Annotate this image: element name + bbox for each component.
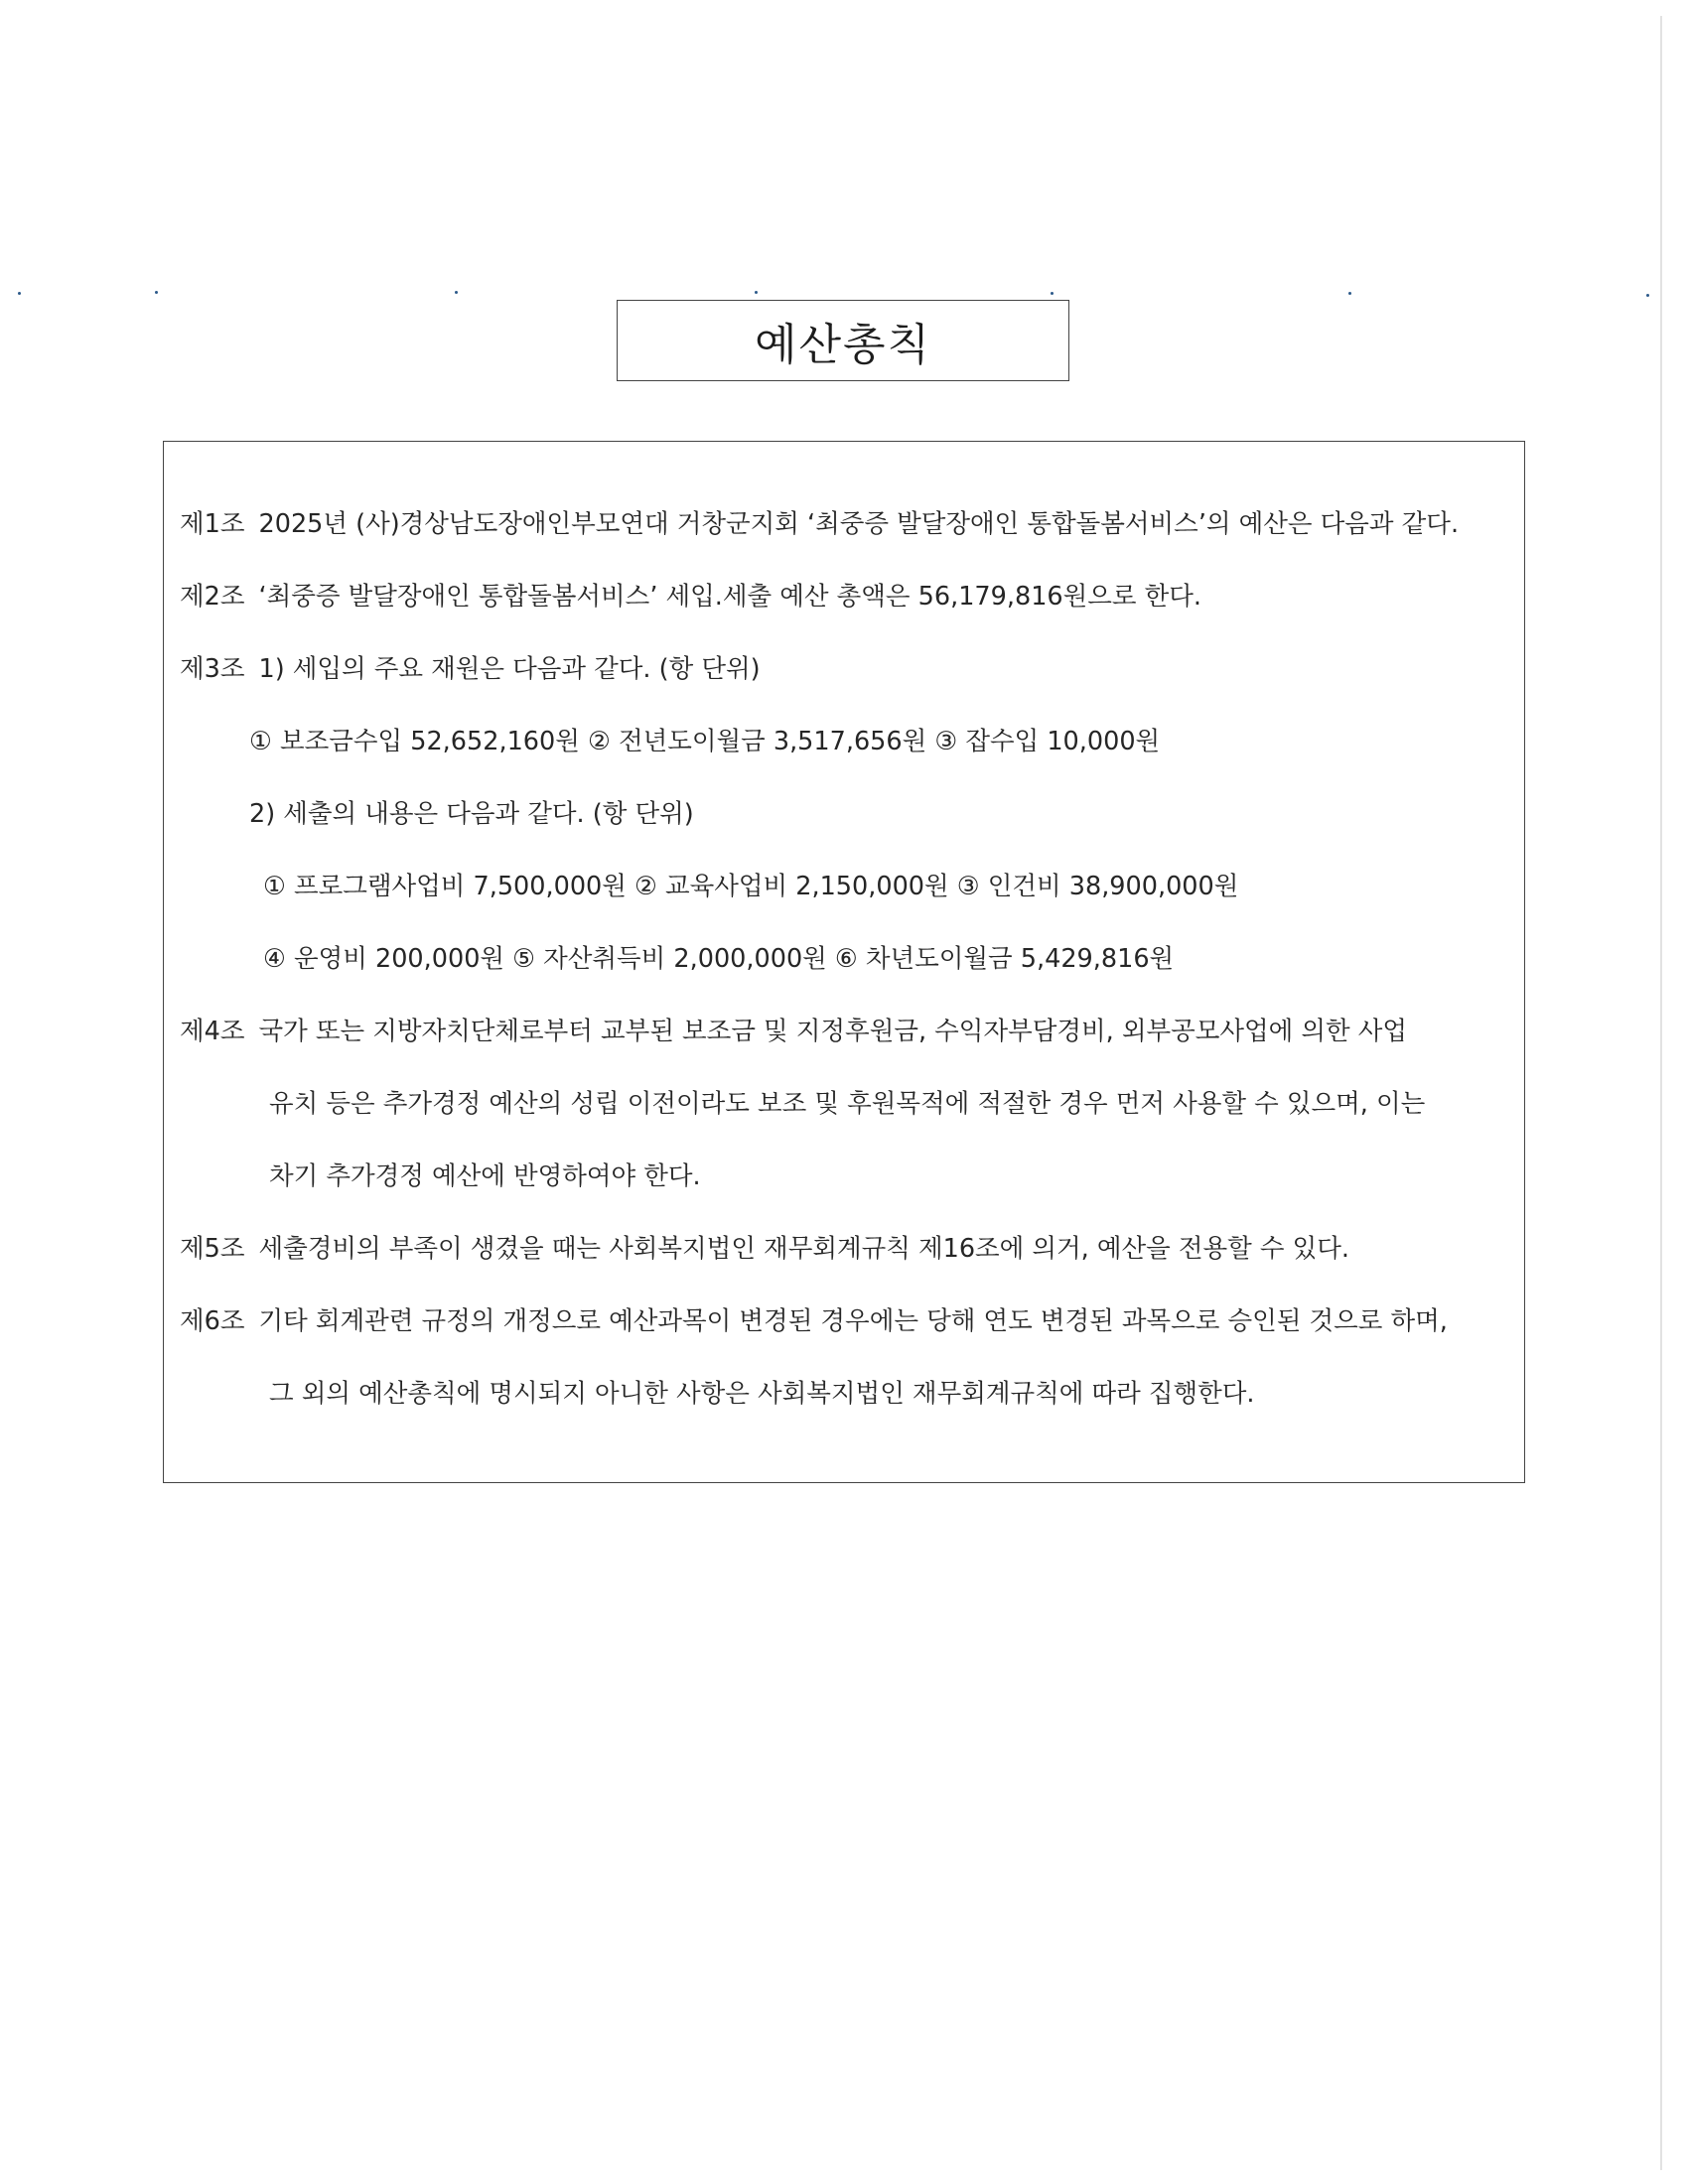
expense-items-line-1: ① 프로그램사업비 7,500,000원 ② 교육사업비 2,150,000원 ③ 인건비 38,900,000원 bbox=[263, 872, 1239, 901]
page-title: 예산총칙 bbox=[754, 320, 931, 370]
article-label: 제3조 bbox=[180, 654, 245, 684]
article-label: 제2조 bbox=[180, 582, 245, 612]
article-3 bbox=[180, 652, 761, 686]
article-text: 기타 회계관련 규정의 개정으로 예산과목이 변경된 경우에는 당해 연도 변경된 과목으로 승인된 것으로 하며, bbox=[258, 1306, 1448, 1336]
scan-speck bbox=[1646, 294, 1649, 297]
article-label: 제6조 bbox=[180, 1306, 245, 1336]
article-1 bbox=[180, 507, 1459, 541]
article-text: 1) 세입의 주요 재원은 다음과 같다. (항 단위) bbox=[258, 654, 761, 684]
article-2 bbox=[180, 580, 1201, 614]
article-6 bbox=[180, 1304, 1448, 1338]
article-text: 2025년 (사)경상남도장애인부모연대 거창군지회 ‘최중증 발달장애인 통합돌봄서비스’의 예산은 다음과 같다. bbox=[258, 509, 1460, 539]
scan-page-edge bbox=[1660, 16, 1662, 2170]
article-label: 제1조 bbox=[180, 509, 245, 539]
scan-speck bbox=[18, 292, 21, 295]
scan-speck bbox=[1051, 292, 1054, 295]
article-text: 국가 또는 지방자치단체로부터 교부된 보조금 및 지정후원금, 수익자부담경비, 외부공모사업에 의한 사업 bbox=[258, 1017, 1407, 1046]
budget-rules-box bbox=[163, 441, 1525, 1483]
article-6-continuation: 그 외의 예산총칙에 명시되지 아니한 사항은 사회복지법인 재무회계규칙에 따라 집행한다. bbox=[269, 1379, 1255, 1409]
article-5 bbox=[180, 1232, 1349, 1266]
article-4-continuation: 차기 추가경정 예산에 반영하여야 한다. bbox=[269, 1161, 701, 1191]
article-4 bbox=[180, 1015, 1407, 1048]
scan-speck bbox=[155, 291, 158, 294]
article-label: 제4조 bbox=[180, 1017, 245, 1046]
expense-heading: 2) 세출의 내용은 다음과 같다. (항 단위) bbox=[249, 799, 694, 829]
revenue-items: ① 보조금수입 52,652,160원 ② 전년도이월금 3,517,656원 ③ 잡수입 10,000원 bbox=[249, 727, 1161, 756]
title-box bbox=[617, 300, 1069, 381]
scan-speck bbox=[755, 291, 758, 294]
article-label: 제5조 bbox=[180, 1234, 245, 1264]
scan-speck bbox=[455, 291, 458, 294]
article-text: 세출경비의 부족이 생겼을 때는 사회복지법인 재무회계규칙 제16조에 의거, 예산을 전용할 수 있다. bbox=[258, 1234, 1350, 1264]
article-text: ‘최중증 발달장애인 통합돌봄서비스’ 세입.세출 예산 총액은 56,179,816원으로 한다. bbox=[258, 582, 1202, 612]
article-4-continuation: 유치 등은 추가경정 예산의 성립 이전이라도 보조 및 후원목적에 적절한 경우 먼저 사용할 수 있으며, 이는 bbox=[269, 1089, 1426, 1119]
expense-items-line-2: ④ 운영비 200,000원 ⑤ 자산취득비 2,000,000원 ⑥ 차년도이월금 5,429,816원 bbox=[263, 944, 1175, 974]
scan-speck bbox=[1348, 292, 1351, 295]
